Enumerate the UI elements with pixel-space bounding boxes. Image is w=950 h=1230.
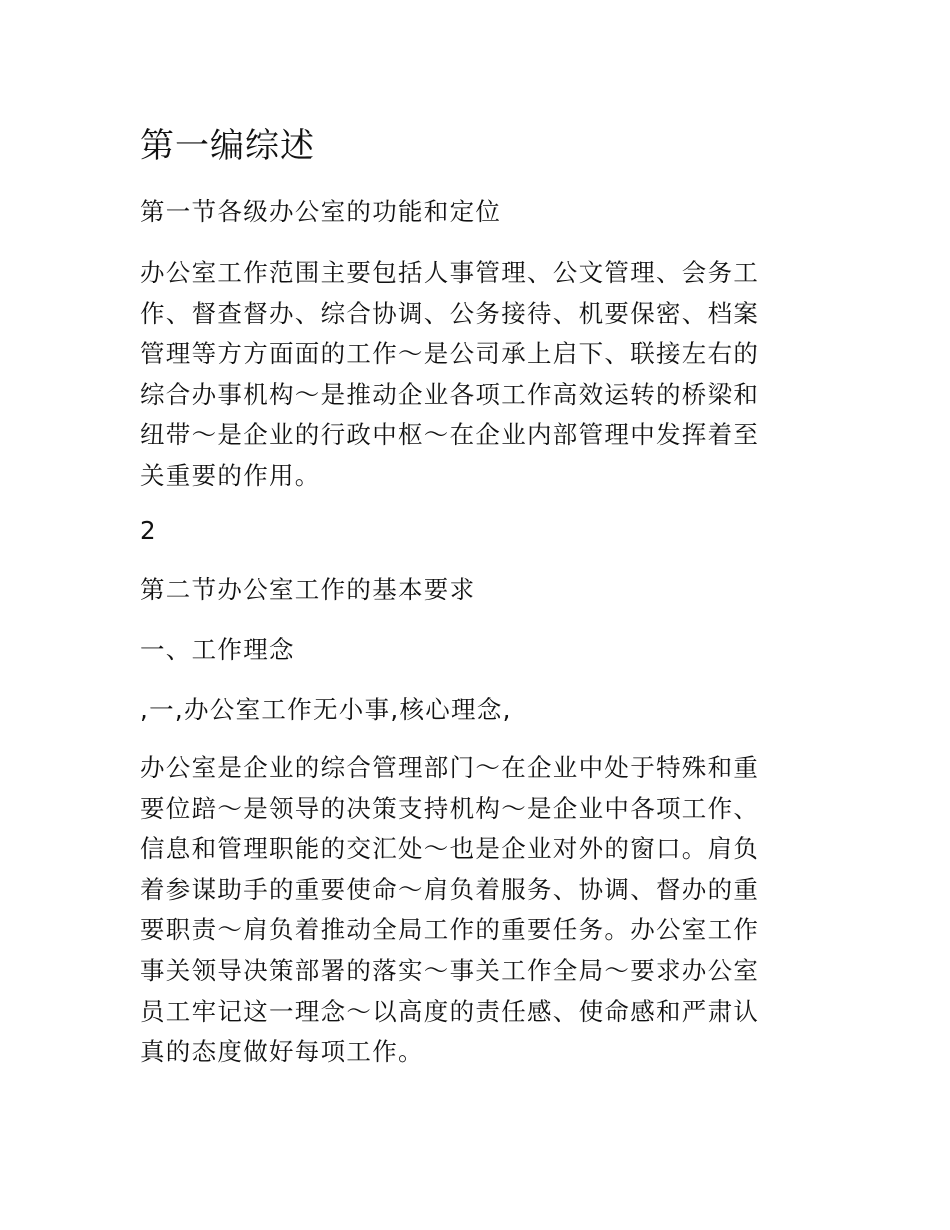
paragraph-line: 要位踣～是领导的决策支持机构～是企业中各项工作、 — [140, 793, 760, 823]
paragraph-line: 综合办事机构～是推动企业各项工作高效运转的桥梁和 — [140, 379, 760, 409]
paragraph-line: 办公室工作范围主要包括人事管理、公文管理、会务工 — [140, 258, 760, 287]
section-2-paragraph — [140, 748, 759, 1073]
section-heading-1: 第一节各级办公室的功能和定位 — [140, 197, 502, 226]
paragraph-line: 信息和管理职能的交汇处～也是企业对外的窗口。肩负 — [140, 834, 760, 864]
paragraph-line: 着参谋助手的重要使命～肩负着服务、协调、督办的重 — [140, 874, 760, 904]
paragraph-line: 办公室是企业的综合管理部门～在企业中处于特殊和重 — [140, 753, 760, 782]
paragraph-line: 关重要的作用。 — [140, 460, 321, 490]
paragraph-line: 员工牢记这一理念～以高度的责任感、使命感和严肃认 — [140, 996, 760, 1026]
paragraph-line: 要职责～肩负着推动全局工作的重要任务。办公室工作 — [140, 915, 760, 945]
section-1-paragraph — [140, 253, 759, 497]
section-heading-2: 第二节办公室工作的基本要求 — [140, 575, 476, 604]
paragraph-line: 作、督查督办、综合协调、公务接待、机要保密、档案 — [140, 298, 760, 328]
paragraph-line: 事关领导决策部署的落实～事关工作全局～要求办公室 — [140, 955, 760, 985]
subheading-work-philosophy: 一、工作理念 — [140, 635, 295, 664]
item-heading: ,一,办公室工作无小事,核心理念, — [140, 695, 512, 724]
page-number: 2 — [140, 516, 157, 545]
chapter-title: 第一编综述 — [140, 126, 315, 166]
paragraph-line: 管理等方方面面的工作～是公司承上启下、联接左右的 — [140, 339, 760, 369]
paragraph-line: 纽带～是企业的行政中枢～在企业内部管理中发挥着至 — [140, 420, 760, 450]
paragraph-line: 真的态度做好每项工作。 — [140, 1037, 424, 1067]
